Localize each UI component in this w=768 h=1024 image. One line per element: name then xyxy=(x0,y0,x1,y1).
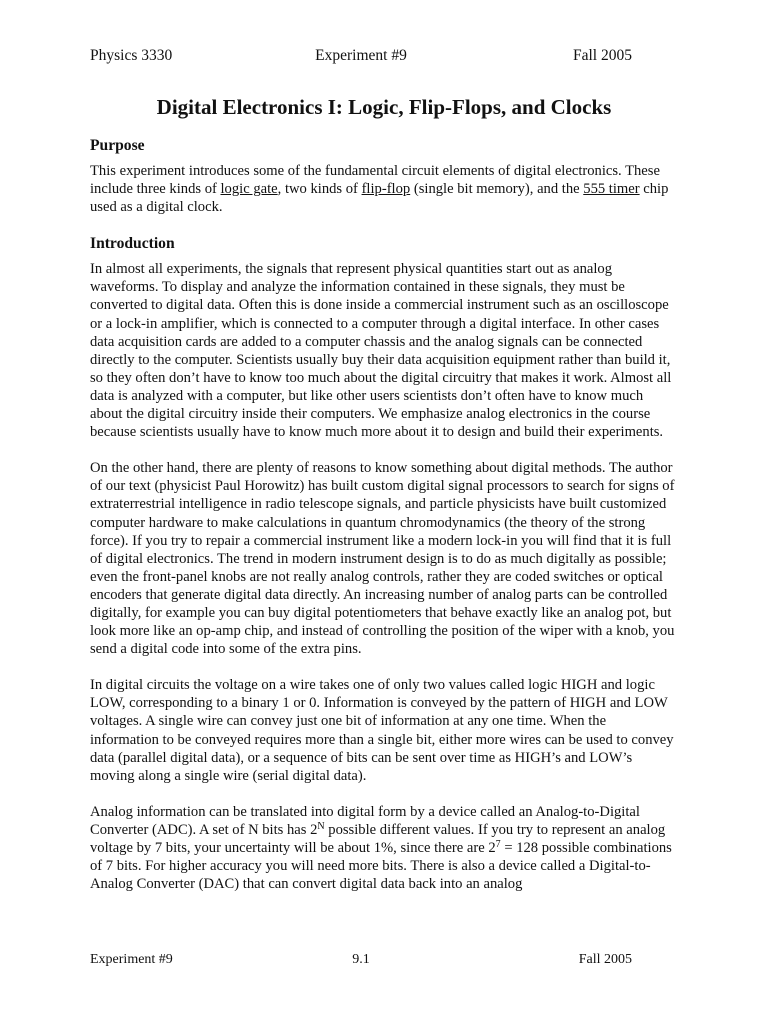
superscript-7: 7 xyxy=(495,839,501,850)
footer-experiment: Experiment #9 xyxy=(90,952,173,967)
intro-paragraph-3: In digital circuits the voltage on a wire takes one of only two values called logic HIGH and logic LOW, corresponding to a binary 1 or 0. Information is conveyed by the pattern of HIGH and LOW voltages. A single wire can convey just one bit of information at any one time. When the information to be conveyed requires more than a single bit, either more wires can be used to convey data (parallel digital data), or a sequence of bits can be sent over time as HIGH’s and LOW’s moving along a single wire (serial digital data). xyxy=(90,677,674,784)
header-term: Fall 2005 xyxy=(573,47,632,64)
intro-paragraph-1: In almost all experiments, the signals that represent physical quantities start out as analog waveforms. To display and analyze the information contained in these signals, they must be converted to digital data. Often this is done inside a commercial instrument such as an oscilloscope or a lock-in amplifier, which is connected to a computer through a digital interface. In other cases data acquisition cards are added to a computer chassis and the analog signals can be connected directly to the computer. Scientists usually buy their data acquisition equipment rather than build it, so they often don’t have to know too much about the digital circuitry that makes it work. Almost all data is analyzed with a computer, but like other users scientists don’t often have to know much about the digital circuitry inside their computers. We emphasize analog electronics in the course because scientists usually have to know much more about it to design and build their experiments. xyxy=(90,261,672,441)
superscript-n: N xyxy=(317,820,325,832)
document-body xyxy=(90,136,675,911)
footer-page-number: 9.1 xyxy=(352,952,370,967)
purpose-text-2: , two kinds of xyxy=(277,181,362,198)
header-experiment: Experiment #9 xyxy=(315,47,407,64)
timer-term: 555 timer xyxy=(583,181,640,198)
purpose-text-3: (single bit memory), and the xyxy=(410,181,584,198)
introduction-section xyxy=(90,234,675,893)
footer-term: Fall 2005 xyxy=(578,952,632,967)
purpose-paragraph xyxy=(90,162,675,216)
header-course: Physics 3330 xyxy=(90,47,173,64)
intro-p4-text-a: Analog information can be translated into digital form by a device called an Analog-to-Digital Converter (ADC). A set of N bits has 2 xyxy=(90,803,640,838)
introduction-heading: Introduction xyxy=(90,235,175,253)
purpose-heading: Purpose xyxy=(90,137,145,154)
intro-p4-text-b: possible different values. If you try to represent an analog voltage by 7 bits, your uncertainty will be about 1%, since there are 2 xyxy=(90,821,666,856)
purpose-text-4: chip used as a digital clock. xyxy=(90,181,669,216)
intro-paragraph-2: On the other hand, there are plenty of reasons to know something about digital methods. The author of our text (physicist Paul Horowitz) has built custom digital signal processors to search for signs of extraterrestrial intelligence in radio telescope signals, and particle physicists have built customized computer hardware to make calculations in quantum chromodynamics (the theory of the strong force). If you try to repair a commercial instrument like a modern lock-in you will find that it is full of digital electronics. The trend in modern instrument design is to do as much digitally as possible; even the front-panel knobs are not really analog controls, rather they are coded switches or optical encoders that generate digital data directly. An increasing number of analog parts can be controlled digitally, for example you can buy digital potentiometers that behave exactly like an analog pot, but look more like an op-amp chip, and instead of controlling the position of the wiper with a knob, you send a digital code into some of the extra pins. xyxy=(90,460,675,658)
logic-gate-term: logic gate xyxy=(220,181,278,198)
intro-p4-text-c: = 128 possible combinations of 7 bits. For higher accuracy you will need more bits. There is also a device called a Digital-to-Analog Converter (DAC) that can convert digital data back into an analog xyxy=(90,840,672,893)
document-title: Digital Electronics I: Logic, Flip-Flops, and Clocks xyxy=(156,95,612,119)
flip-flop-term: flip-flop xyxy=(361,181,411,198)
purpose-text-1: This experiment introduces some of the fundamental circuit elements of digital electronics. These include three kinds of xyxy=(90,163,660,198)
purpose-section xyxy=(90,136,675,216)
intro-paragraph-4 xyxy=(90,803,675,893)
